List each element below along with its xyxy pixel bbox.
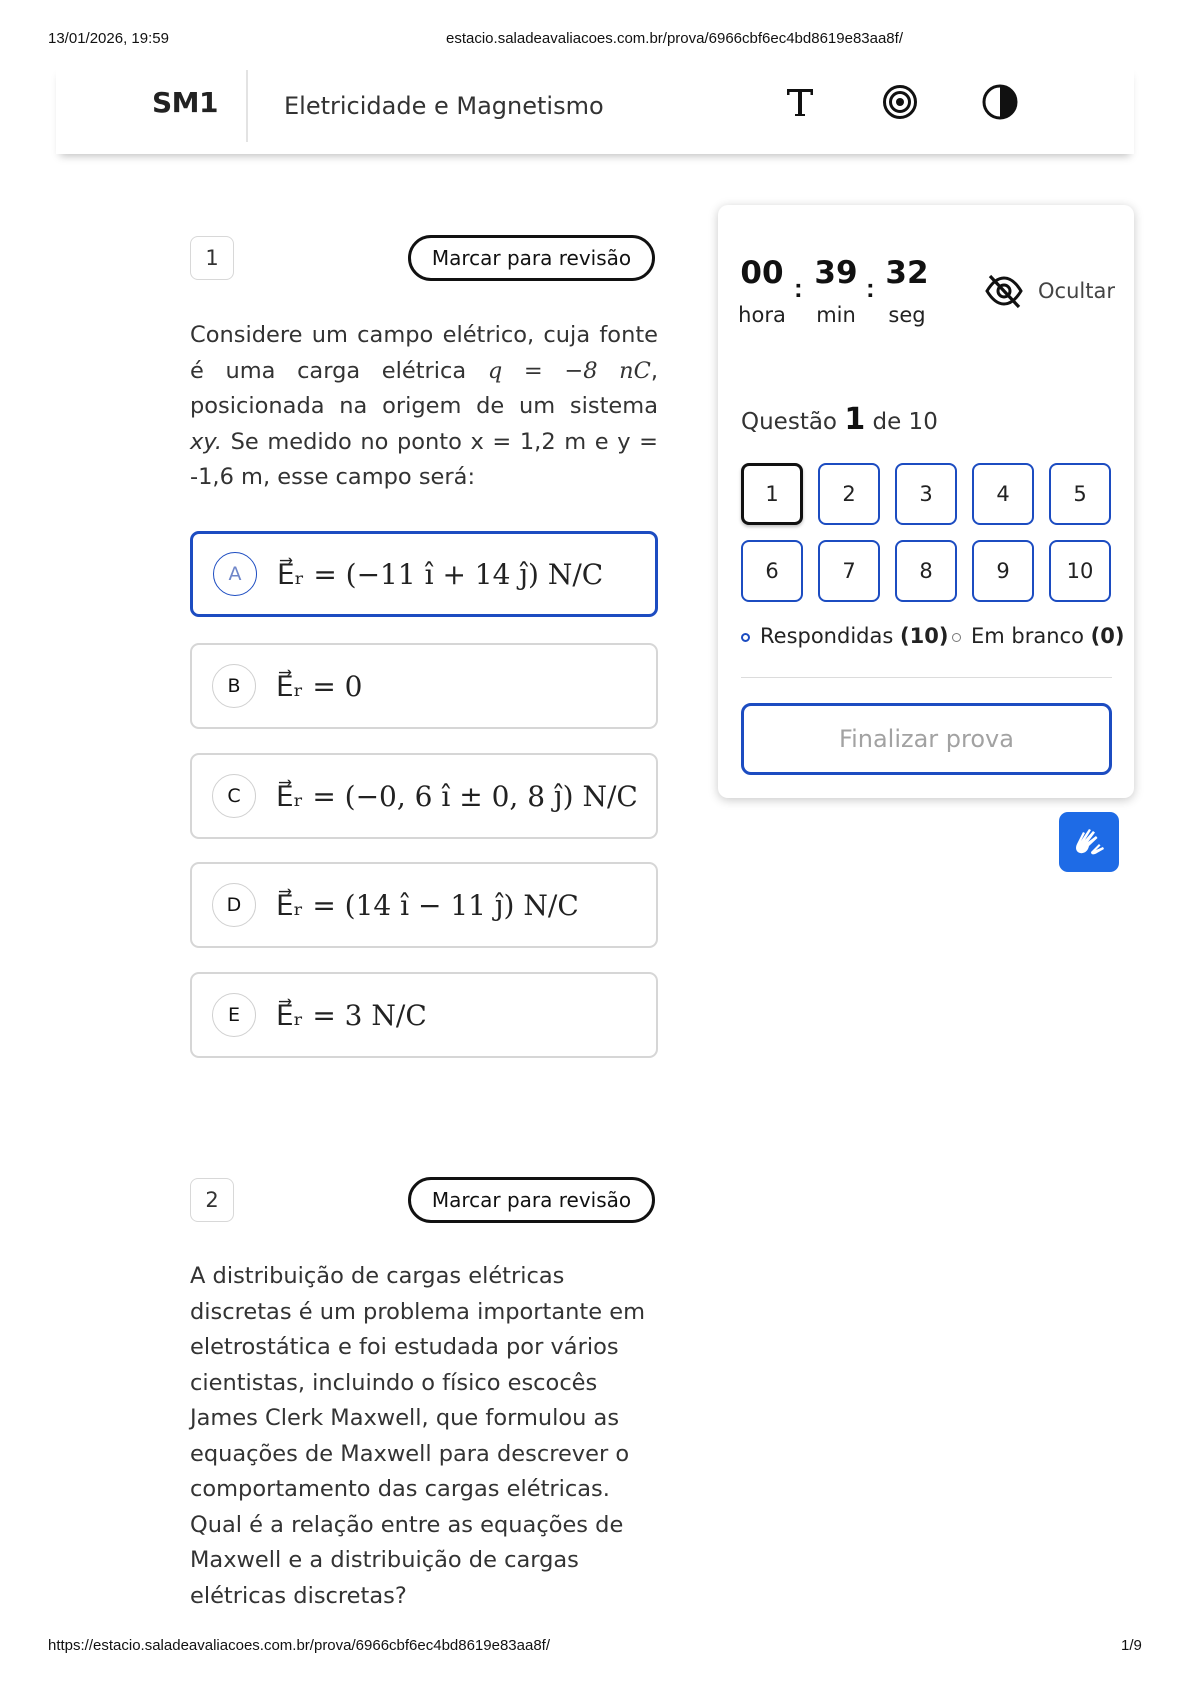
option-letter: A — [213, 552, 257, 596]
mark-review-button[interactable]: Marcar para revisão — [408, 235, 655, 281]
question-counter: Questão 1 de 10 — [741, 402, 938, 437]
question-nav-10[interactable]: 10 — [1049, 540, 1111, 602]
hide-timer-button[interactable] — [984, 271, 1115, 311]
option-formula: E⃗ᵣ = (−0, 6 ı̂ ± 0, 8 ȷ̂) N/C — [276, 779, 638, 813]
blank-dot — [952, 633, 961, 642]
timer-minutes-label: min — [816, 303, 856, 327]
print-url: estacio.saladeavaliacoes.com.br/prova/6966cbf6ec4bd8619e83aa8f/ — [446, 30, 903, 47]
question-number: 1 — [190, 236, 234, 280]
mark-review-button[interactable]: Marcar para revisão — [408, 1177, 655, 1223]
question-text: A distribuição de cargas elétricas discretas é um problema importante em eletrostática e foi estudada por vários cientistas, incluindo o físico escocês James Clerk Maxwell, que formulou as equações de Maxwell para descrever o comportamento das cargas elétricas. Qual é a relação entre as equações de Maxwell e a distribuição de cargas elétricas discretas? — [190, 1263, 645, 1609]
answered-dot — [741, 633, 750, 642]
option-letter: D — [212, 883, 256, 927]
exam-panel — [718, 205, 1134, 798]
course-title: Eletricidade e Magnetismo — [284, 92, 604, 120]
option-c[interactable] — [190, 753, 658, 839]
timer-separator: : — [794, 273, 803, 303]
question-number: 2 — [190, 1178, 234, 1222]
option-formula: E⃗ᵣ = (14 ı̂ − 11 ȷ̂) N/C — [276, 888, 579, 922]
option-b[interactable] — [190, 643, 658, 729]
question-nav-4[interactable]: 4 — [972, 463, 1034, 525]
divider — [246, 70, 248, 142]
question-nav-3[interactable]: 3 — [895, 463, 957, 525]
option-letter: E — [212, 993, 256, 1037]
option-formula: E⃗ᵣ = 3 N/C — [276, 998, 427, 1032]
option-a[interactable] — [190, 531, 658, 617]
print-datetime: 13/01/2026, 19:59 — [48, 30, 169, 47]
hide-label: Ocultar — [1038, 279, 1115, 303]
answered-legend: Respondidas (10) — [741, 624, 948, 648]
question-nav-7[interactable]: 7 — [818, 540, 880, 602]
brand-logo: SM1 — [152, 86, 219, 119]
blank-legend: Em branco (0) — [952, 624, 1124, 648]
question-nav-6[interactable]: 6 — [741, 540, 803, 602]
question-nav-8[interactable]: 8 — [895, 540, 957, 602]
option-formula: E⃗ᵣ = (−11 ı̂ + 14 ȷ̂) N/C — [277, 557, 604, 591]
divider — [741, 677, 1112, 678]
timer-hours: 00 — [740, 255, 784, 291]
option-d[interactable] — [190, 862, 658, 948]
print-page-number: 1/9 — [1121, 1637, 1142, 1654]
top-bar — [56, 66, 1134, 154]
timer-hours-label: hora — [738, 303, 786, 327]
print-footer-url: https://estacio.saladeavaliacoes.com.br/prova/6966cbf6ec4bd8619e83aa8f/ — [48, 1637, 551, 1654]
question-nav-5[interactable]: 5 — [1049, 463, 1111, 525]
option-formula: E⃗ᵣ = 0 — [276, 669, 363, 703]
sign-language-icon — [1069, 822, 1109, 862]
eye-off-icon — [984, 271, 1024, 311]
question-nav-1[interactable]: 1 — [741, 463, 803, 525]
text-size-icon[interactable] — [778, 80, 822, 124]
option-letter: C — [212, 774, 256, 818]
option-letter: B — [212, 664, 256, 708]
timer-separator: : — [866, 273, 875, 303]
question-text: Considere um campo elétrico, cuja fonte é uma carga elétrica q = −8 nC, posicionada na origem de um sistema xy. Se medido no ponto x = 1,2 m e y = -1,6 m, esse campo será: — [190, 322, 658, 490]
timer-seconds-label: seg — [888, 303, 926, 327]
sign-language-button[interactable] — [1059, 812, 1119, 872]
finish-exam-button[interactable]: Finalizar prova — [741, 703, 1112, 775]
contrast-icon[interactable] — [978, 80, 1022, 124]
question-nav-9[interactable]: 9 — [972, 540, 1034, 602]
current-question: 1 — [844, 402, 866, 437]
target-icon[interactable] — [878, 80, 922, 124]
timer-seconds: 32 — [885, 255, 929, 291]
option-e[interactable] — [190, 972, 658, 1058]
question-nav-2[interactable]: 2 — [818, 463, 880, 525]
timer-minutes: 39 — [814, 255, 858, 291]
